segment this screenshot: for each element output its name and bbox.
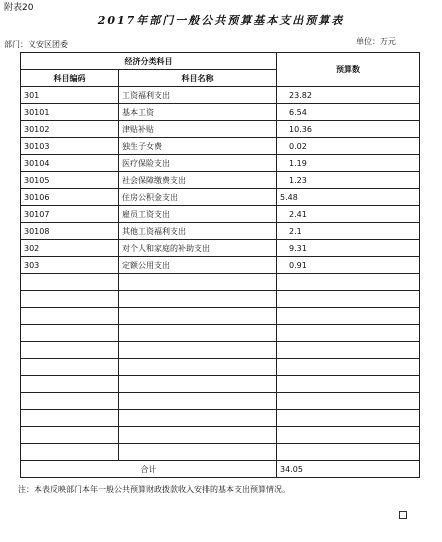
row-name — [119, 376, 277, 393]
row-amount: 23.82 — [277, 87, 420, 104]
row-code: 30107 — [21, 206, 119, 223]
row-name — [119, 427, 277, 444]
department-label: 部门：义安区团委 — [4, 40, 68, 49]
row-code — [21, 393, 119, 410]
row-amount — [277, 308, 420, 325]
table-row — [21, 342, 420, 359]
row-name: 定额公用支出 — [119, 257, 277, 274]
table-row — [21, 189, 420, 206]
row-code — [21, 274, 119, 291]
code-header: 科目编码 — [21, 70, 119, 87]
row-name — [119, 274, 277, 291]
row-amount — [277, 427, 420, 444]
total-label: 合计 — [21, 461, 277, 478]
table-row — [21, 308, 420, 325]
row-amount: 10.36 — [277, 121, 420, 138]
row-code: 30105 — [21, 172, 119, 189]
row-name: 社会保障缴费支出 — [119, 172, 277, 189]
row-code — [21, 444, 119, 461]
row-code: 303 — [21, 257, 119, 274]
row-name — [119, 308, 277, 325]
table-row — [21, 393, 420, 410]
row-code: 30106 — [21, 189, 119, 206]
table-row — [21, 240, 420, 257]
table-row — [21, 104, 420, 121]
row-amount: 2.1 — [277, 223, 420, 240]
table-row — [21, 257, 420, 274]
row-amount: 2.41 — [277, 206, 420, 223]
page-title: 2017年部门一般公共预算基本支出预算表 — [97, 14, 345, 27]
row-name: 医疗保险支出 — [119, 155, 277, 172]
row-amount — [277, 444, 420, 461]
row-name: 对个人和家庭的补助支出 — [119, 240, 277, 257]
row-amount — [277, 376, 420, 393]
row-code: 30104 — [21, 155, 119, 172]
table-row — [21, 155, 420, 172]
table-body — [21, 87, 420, 461]
row-code — [21, 342, 119, 359]
amount-header: 预算数 — [277, 53, 420, 87]
row-name — [119, 444, 277, 461]
table-row — [21, 138, 420, 155]
checkbox-icon — [399, 511, 407, 519]
row-code — [21, 308, 119, 325]
group-header: 经济分类科目 — [21, 53, 277, 70]
row-amount — [277, 359, 420, 376]
row-code: 30103 — [21, 138, 119, 155]
row-name — [119, 291, 277, 308]
row-amount — [277, 393, 420, 410]
table-row — [21, 376, 420, 393]
table-row — [21, 274, 420, 291]
row-code: 30108 — [21, 223, 119, 240]
row-code: 30102 — [21, 121, 119, 138]
row-code: 302 — [21, 240, 119, 257]
row-amount — [277, 342, 420, 359]
row-name: 津贴补贴 — [119, 121, 277, 138]
row-amount: 6.54 — [277, 104, 420, 121]
table-row — [21, 291, 420, 308]
row-code: 301 — [21, 87, 119, 104]
total-amount: 34.05 — [277, 461, 420, 478]
table-row — [21, 121, 420, 138]
row-amount — [277, 410, 420, 427]
name-header: 科目名称 — [119, 70, 277, 87]
table-row — [21, 206, 420, 223]
row-code — [21, 376, 119, 393]
row-code — [21, 359, 119, 376]
table-row — [21, 223, 420, 240]
unit-label: 单位：万元 — [356, 37, 396, 46]
row-amount: 0.02 — [277, 138, 420, 155]
row-name — [119, 325, 277, 342]
row-code: 30101 — [21, 104, 119, 121]
row-amount — [277, 325, 420, 342]
row-code — [21, 410, 119, 427]
table-row — [21, 444, 420, 461]
table-row — [21, 325, 420, 342]
row-amount — [277, 274, 420, 291]
row-name — [119, 393, 277, 410]
row-name: 雇员工资支出 — [119, 206, 277, 223]
row-name — [119, 359, 277, 376]
row-amount: 1.23 — [277, 172, 420, 189]
row-amount: 1.19 — [277, 155, 420, 172]
row-name: 其他工资福利支出 — [119, 223, 277, 240]
row-code — [21, 291, 119, 308]
row-amount: 0.91 — [277, 257, 420, 274]
row-amount: 5.48 — [277, 189, 420, 206]
attachment-label: 附表20 — [4, 3, 34, 13]
footnote: 注：本表反映部门本年一般公共预算财政拨款收入安排的基本支出预算情况。 — [18, 485, 290, 494]
row-code — [21, 427, 119, 444]
budget-table — [20, 52, 420, 478]
row-amount: 9.31 — [277, 240, 420, 257]
row-name — [119, 342, 277, 359]
row-name: 独生子女费 — [119, 138, 277, 155]
table-row — [21, 359, 420, 376]
row-name — [119, 410, 277, 427]
table-row — [21, 427, 420, 444]
row-name: 基本工资 — [119, 104, 277, 121]
row-amount — [277, 291, 420, 308]
row-name: 住房公积金支出 — [119, 189, 277, 206]
table-row — [21, 410, 420, 427]
row-name: 工资福利支出 — [119, 87, 277, 104]
table-row — [21, 87, 420, 104]
table-row — [21, 172, 420, 189]
row-code — [21, 325, 119, 342]
total-row — [21, 461, 420, 478]
